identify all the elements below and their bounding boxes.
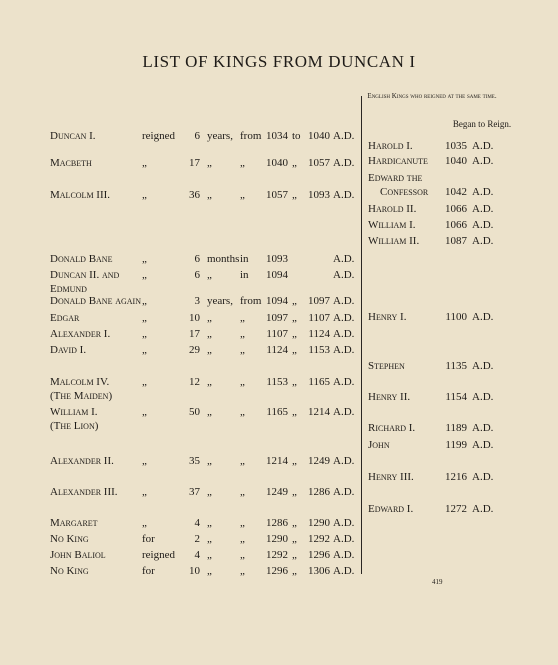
reign-preposition: from: [240, 295, 262, 307]
scottish-king-row: [0, 252, 360, 267]
year-joiner: to: [292, 130, 301, 142]
began-year: 1066: [445, 219, 467, 231]
year-joiner: „: [292, 189, 297, 201]
era-label: A.D.: [472, 471, 494, 483]
reign-length: 10: [189, 312, 200, 324]
reign-preposition: from: [240, 130, 262, 142]
scottish-king-row: [0, 532, 360, 547]
scottish-king-row: [0, 188, 360, 203]
reign-unit: „: [207, 533, 212, 545]
era-label: A.D.: [333, 253, 355, 265]
reign-length: 50: [189, 406, 200, 418]
english-king-name: Stephen: [368, 360, 405, 372]
reign-unit: „: [207, 328, 212, 340]
began-year: 1154: [445, 391, 467, 403]
reign-length: 2: [194, 533, 200, 545]
reign-unit: „: [207, 565, 212, 577]
scottish-king-row: [0, 343, 360, 358]
reign-preposition: in: [240, 269, 249, 281]
reign-preposition: „: [240, 376, 245, 388]
year-joiner: „: [292, 486, 297, 498]
era-label: A.D.: [333, 486, 355, 498]
era-label: A.D.: [333, 295, 355, 307]
year-joiner: „: [292, 455, 297, 467]
reign-length: 6: [194, 253, 200, 265]
year-joiner: „: [292, 312, 297, 324]
king-name: John Baliol: [50, 549, 106, 561]
start-year: 1153: [266, 376, 288, 388]
era-label: A.D.: [333, 533, 355, 545]
start-year: 1094: [266, 295, 288, 307]
english-king-row: [362, 218, 558, 233]
page-number: 419: [432, 578, 443, 586]
reign-unit: „: [207, 486, 212, 498]
reign-preposition: „: [240, 565, 245, 577]
english-king-row: [362, 502, 558, 517]
reign-unit: „: [207, 455, 212, 467]
year-joiner: „: [292, 406, 297, 418]
english-king-name: John: [368, 439, 390, 451]
reign-unit: years,: [207, 295, 233, 307]
began-year: 1199: [445, 439, 467, 451]
start-year: 1165: [266, 406, 288, 418]
reign-preposition: „: [240, 533, 245, 545]
english-king-row: [362, 139, 558, 154]
era-label: A.D.: [333, 328, 355, 340]
era-label: A.D.: [472, 311, 494, 323]
reign-length: 17: [189, 157, 200, 169]
reign-length: 29: [189, 344, 200, 356]
era-label: A.D.: [333, 376, 355, 388]
era-label: A.D.: [333, 517, 355, 529]
reign-verb: for: [142, 533, 155, 545]
king-name: Alexander III.: [50, 486, 118, 498]
era-label: A.D.: [333, 189, 355, 201]
era-label: A.D.: [472, 186, 494, 198]
king-name-continued: (The Lion): [50, 420, 99, 432]
era-label: A.D.: [333, 269, 355, 281]
start-year: 1040: [266, 157, 288, 169]
english-king-name: Edward I.: [368, 503, 414, 515]
era-label: A.D.: [333, 406, 355, 418]
king-name: David I.: [50, 344, 87, 356]
began-year: 1035: [445, 140, 467, 152]
king-name: Duncan I.: [50, 130, 96, 142]
year-joiner: „: [292, 376, 297, 388]
era-label: A.D.: [472, 360, 494, 372]
end-year: 1124: [308, 328, 330, 340]
year-joiner: „: [292, 565, 297, 577]
era-label: A.D.: [472, 503, 494, 515]
start-year: 1286: [266, 517, 288, 529]
reign-verb: „: [142, 295, 147, 307]
reign-verb: „: [142, 189, 147, 201]
reign-preposition: „: [240, 406, 245, 418]
start-year: 1124: [266, 344, 288, 356]
english-king-name: Harold I.: [368, 140, 413, 152]
era-label: A.D.: [472, 422, 494, 434]
english-king-row: [362, 171, 558, 198]
reign-length: 35: [189, 455, 200, 467]
era-label: A.D.: [333, 455, 355, 467]
start-year: 1093: [266, 253, 288, 265]
reign-unit: „: [207, 312, 212, 324]
scottish-king-row: [0, 548, 360, 563]
reign-preposition: „: [240, 455, 245, 467]
began-year: 1042: [445, 186, 467, 198]
began-year: 1272: [445, 503, 467, 515]
era-label: A.D.: [333, 312, 355, 324]
english-king-row: [362, 359, 558, 374]
king-name: Donald Bane again: [50, 295, 141, 307]
reign-preposition: „: [240, 312, 245, 324]
year-joiner: „: [292, 157, 297, 169]
king-name: Duncan II. and: [50, 269, 120, 281]
english-king-name: Hardicanute: [368, 155, 428, 167]
end-year: 1214: [308, 406, 330, 418]
reign-length: 4: [194, 549, 200, 561]
english-king-row: [362, 154, 558, 169]
reign-unit: „: [207, 549, 212, 561]
reign-unit: „: [207, 517, 212, 529]
king-name: Edgar: [50, 312, 80, 324]
english-king-name: William I.: [368, 219, 416, 231]
start-year: 1249: [266, 486, 288, 498]
reign-preposition: „: [240, 549, 245, 561]
king-name: Macbeth: [50, 157, 92, 169]
end-year: 1153: [308, 344, 330, 356]
began-year: 1135: [445, 360, 467, 372]
reign-verb: „: [142, 269, 147, 281]
start-year: 1290: [266, 533, 288, 545]
english-king-row: [362, 438, 558, 453]
king-name: Alexander I.: [50, 328, 111, 340]
reign-length: 10: [189, 565, 200, 577]
year-joiner: „: [292, 344, 297, 356]
year-joiner: „: [292, 533, 297, 545]
king-name: Malcolm IV.: [50, 376, 110, 388]
scottish-king-row: [0, 294, 360, 309]
english-king-row: [362, 421, 558, 436]
scottish-king-row: [0, 516, 360, 531]
start-year: 1034: [266, 130, 288, 142]
english-king-row: [362, 390, 558, 405]
end-year: 1249: [308, 455, 330, 467]
english-king-name: Harold II.: [368, 203, 417, 215]
english-king-name: Henry I.: [368, 311, 407, 323]
end-year: 1290: [308, 517, 330, 529]
start-year: 1296: [266, 565, 288, 577]
scottish-king-row: [0, 268, 360, 295]
reign-unit: years,: [207, 130, 233, 142]
reign-unit: „: [207, 157, 212, 169]
began-year: 1040: [445, 155, 467, 167]
reign-preposition: „: [240, 328, 245, 340]
english-king-name-continued: Confessor: [380, 186, 429, 198]
reign-verb: „: [142, 376, 147, 388]
scottish-king-row: [0, 327, 360, 342]
reign-preposition: „: [240, 344, 245, 356]
era-label: A.D.: [472, 219, 494, 231]
start-year: 1097: [266, 312, 288, 324]
english-king-name: Edward the: [368, 172, 423, 184]
english-kings-header: English Kings who reigned at the same time.: [367, 92, 497, 100]
began-year: 1066: [445, 203, 467, 215]
king-name: William I.: [50, 406, 98, 418]
reign-verb: reigned: [142, 549, 175, 561]
era-label: A.D.: [333, 549, 355, 561]
scottish-king-row: [0, 156, 360, 171]
scottish-king-row: [0, 564, 360, 579]
reign-verb: „: [142, 455, 147, 467]
reign-unit: „: [207, 376, 212, 388]
reign-preposition: „: [240, 157, 245, 169]
king-name: Donald Bane: [50, 253, 113, 265]
reign-unit: „: [207, 189, 212, 201]
scottish-king-row: [0, 311, 360, 326]
end-year: 1040: [308, 130, 330, 142]
start-year: 1292: [266, 549, 288, 561]
english-king-name: Henry II.: [368, 391, 411, 403]
began-to-reign-header: Began to Reign.: [452, 119, 512, 129]
reign-verb: for: [142, 565, 155, 577]
reign-length: 6: [194, 269, 200, 281]
reign-length: 12: [189, 376, 200, 388]
reign-verb: „: [142, 486, 147, 498]
reign-verb: „: [142, 253, 147, 265]
start-year: 1214: [266, 455, 288, 467]
end-year: 1093: [308, 189, 330, 201]
start-year: 1094: [266, 269, 288, 281]
end-year: 1306: [308, 565, 330, 577]
era-label: A.D.: [472, 391, 494, 403]
reign-verb: reigned: [142, 130, 175, 142]
began-year: 1100: [445, 311, 467, 323]
english-king-row: [362, 202, 558, 217]
start-year: 1107: [266, 328, 288, 340]
reign-length: 37: [189, 486, 200, 498]
reign-length: 36: [189, 189, 200, 201]
began-year: 1189: [445, 422, 467, 434]
year-joiner: „: [292, 549, 297, 561]
reign-preposition: „: [240, 517, 245, 529]
start-year: 1057: [266, 189, 288, 201]
king-name-continued: Edmund: [50, 283, 87, 295]
english-king-row: [362, 310, 558, 325]
reign-verb: „: [142, 328, 147, 340]
reign-unit: „: [207, 269, 212, 281]
era-label: A.D.: [333, 344, 355, 356]
reign-length: 3: [194, 295, 200, 307]
english-king-name: Henry III.: [368, 471, 414, 483]
english-king-row: [362, 470, 558, 485]
king-name: Alexander II.: [50, 455, 114, 467]
scottish-king-row: [0, 129, 360, 144]
reign-length: 4: [194, 517, 200, 529]
scottish-king-row: [0, 485, 360, 500]
reign-unit: „: [207, 344, 212, 356]
reign-verb: „: [142, 157, 147, 169]
reign-preposition: „: [240, 486, 245, 498]
king-name: Malcolm III.: [50, 189, 111, 201]
reign-verb: „: [142, 517, 147, 529]
era-label: A.D.: [472, 203, 494, 215]
era-label: A.D.: [333, 565, 355, 577]
end-year: 1286: [308, 486, 330, 498]
reign-length: 6: [194, 130, 200, 142]
end-year: 1296: [308, 549, 330, 561]
began-year: 1216: [445, 471, 467, 483]
reign-verb: „: [142, 406, 147, 418]
scottish-king-row: [0, 454, 360, 469]
year-joiner: „: [292, 295, 297, 307]
english-king-name: Richard I.: [368, 422, 416, 434]
scottish-king-row: [0, 405, 360, 432]
era-label: A.D.: [472, 155, 494, 167]
year-joiner: „: [292, 517, 297, 529]
year-joiner: „: [292, 328, 297, 340]
end-year: 1292: [308, 533, 330, 545]
english-king-row: [362, 234, 558, 249]
era-label: A.D.: [472, 439, 494, 451]
reign-verb: „: [142, 312, 147, 324]
reign-unit: months: [207, 253, 240, 265]
end-year: 1097: [308, 295, 330, 307]
era-label: A.D.: [472, 140, 494, 152]
reign-unit: „: [207, 406, 212, 418]
era-label: A.D.: [333, 130, 355, 142]
scottish-king-row: [0, 375, 360, 402]
king-name-continued: (The Maiden): [50, 390, 113, 402]
english-king-name: William II.: [368, 235, 420, 247]
king-name: No King: [50, 533, 89, 545]
reign-length: 17: [189, 328, 200, 340]
end-year: 1057: [308, 157, 330, 169]
began-year: 1087: [445, 235, 467, 247]
era-label: A.D.: [333, 157, 355, 169]
reign-preposition: in: [240, 253, 249, 265]
end-year: 1165: [308, 376, 330, 388]
king-name: No King: [50, 565, 89, 577]
king-name: Margaret: [50, 517, 98, 529]
reign-preposition: „: [240, 189, 245, 201]
reign-verb: „: [142, 344, 147, 356]
era-label: A.D.: [472, 235, 494, 247]
page-title: LIST OF KINGS FROM DUNCAN I: [142, 52, 416, 71]
end-year: 1107: [308, 312, 330, 324]
